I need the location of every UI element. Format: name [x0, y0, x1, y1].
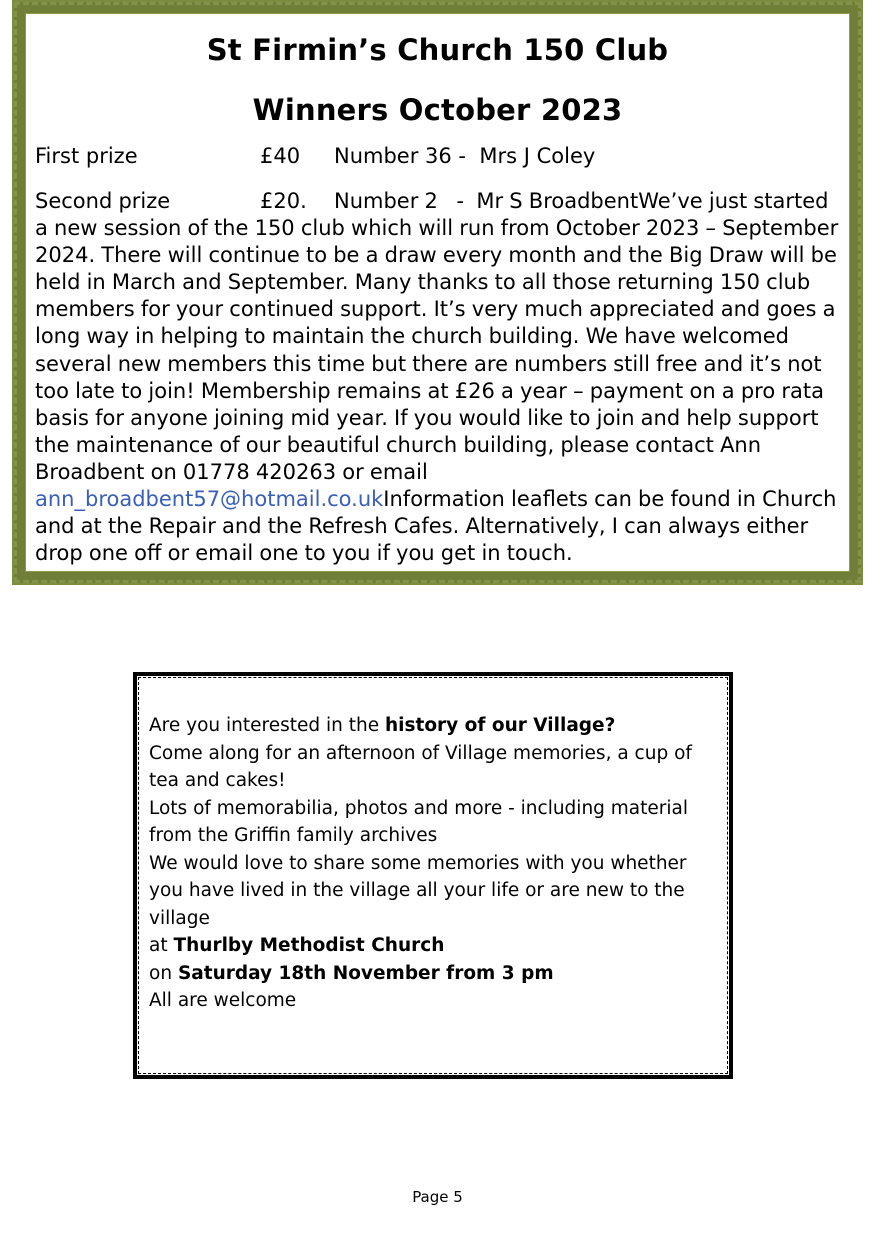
- history-date: [149, 960, 719, 988]
- event-date: Saturday 18th November from 3 pm: [177, 962, 554, 984]
- club-title: St Firmin’s Church 150 Club: [206, 33, 669, 67]
- history-event-text: [149, 712, 719, 1015]
- club-body-paragraph: We’ve just started a new session of the 150 club which will run from October 2023 – September 2024. There will continue to be a draw every month and the Big Draw will be held in March and September. Many thanks to all those returning 150 club members for your continued support. It’s very much appreciated and goes a long way in helping to maintain the church building. We have welcomed several new members this time but there are numbers still free and it’s not too late to join! Membership remains at £26 a year – payment on a pro rata basis for anyone joining mid year. If you would like to join and help support the maintenance of our beautiful church building, please contact Ann Broadbent on 01778 420263 or email: [35, 189, 839, 484]
- history-closing: All are welcome: [149, 990, 297, 1011]
- history-line-3: Lots of memorabilia, photos and more - including material from the Griffin family archives: [149, 797, 689, 846]
- page-number: Page 5: [412, 1188, 463, 1206]
- history-line-1: [149, 712, 719, 740]
- venue-prefix: at: [149, 935, 174, 956]
- date-prefix: on: [149, 962, 178, 984]
- history-event-box: [133, 672, 733, 1079]
- history-venue: [149, 932, 719, 960]
- second-prize-label: Second prize: [35, 189, 171, 213]
- second-prize-winner: Number 2 - Mr S Broadbent: [334, 189, 639, 213]
- email-link[interactable]: ann_broadbent57@hotmail.co.uk: [35, 487, 384, 512]
- first-prize-amount: £40: [260, 144, 301, 168]
- first-prize-row: [35, 144, 595, 168]
- club-info-paragraph: Information leaflets can be found in Church and at the Repair and the Refresh Cafes. Alternatively, I can always either drop one off or email one to you if you get in touch.: [35, 487, 837, 566]
- history-question-bold: history of our Village?: [384, 715, 616, 736]
- history-line-4: We would love to share some memories with you whether you have lived in the village all your life or are new to the village: [149, 852, 687, 929]
- venue-name: Thurlby Methodist Church: [173, 935, 445, 956]
- first-prize-winner: Number 36 - Mrs J Coley: [334, 144, 596, 168]
- history-question-prefix: Are you interested in the: [149, 715, 385, 736]
- history-line-2: Come along for an afternoon of Village memories, a cup of tea and cakes!: [149, 742, 692, 791]
- club-notice-box: [14, 2, 861, 583]
- second-prize-amount: £20.: [260, 189, 307, 213]
- winners-heading: Winners October 2023: [252, 93, 623, 127]
- club-body-text: [35, 188, 843, 567]
- first-prize-label: First prize: [35, 144, 138, 168]
